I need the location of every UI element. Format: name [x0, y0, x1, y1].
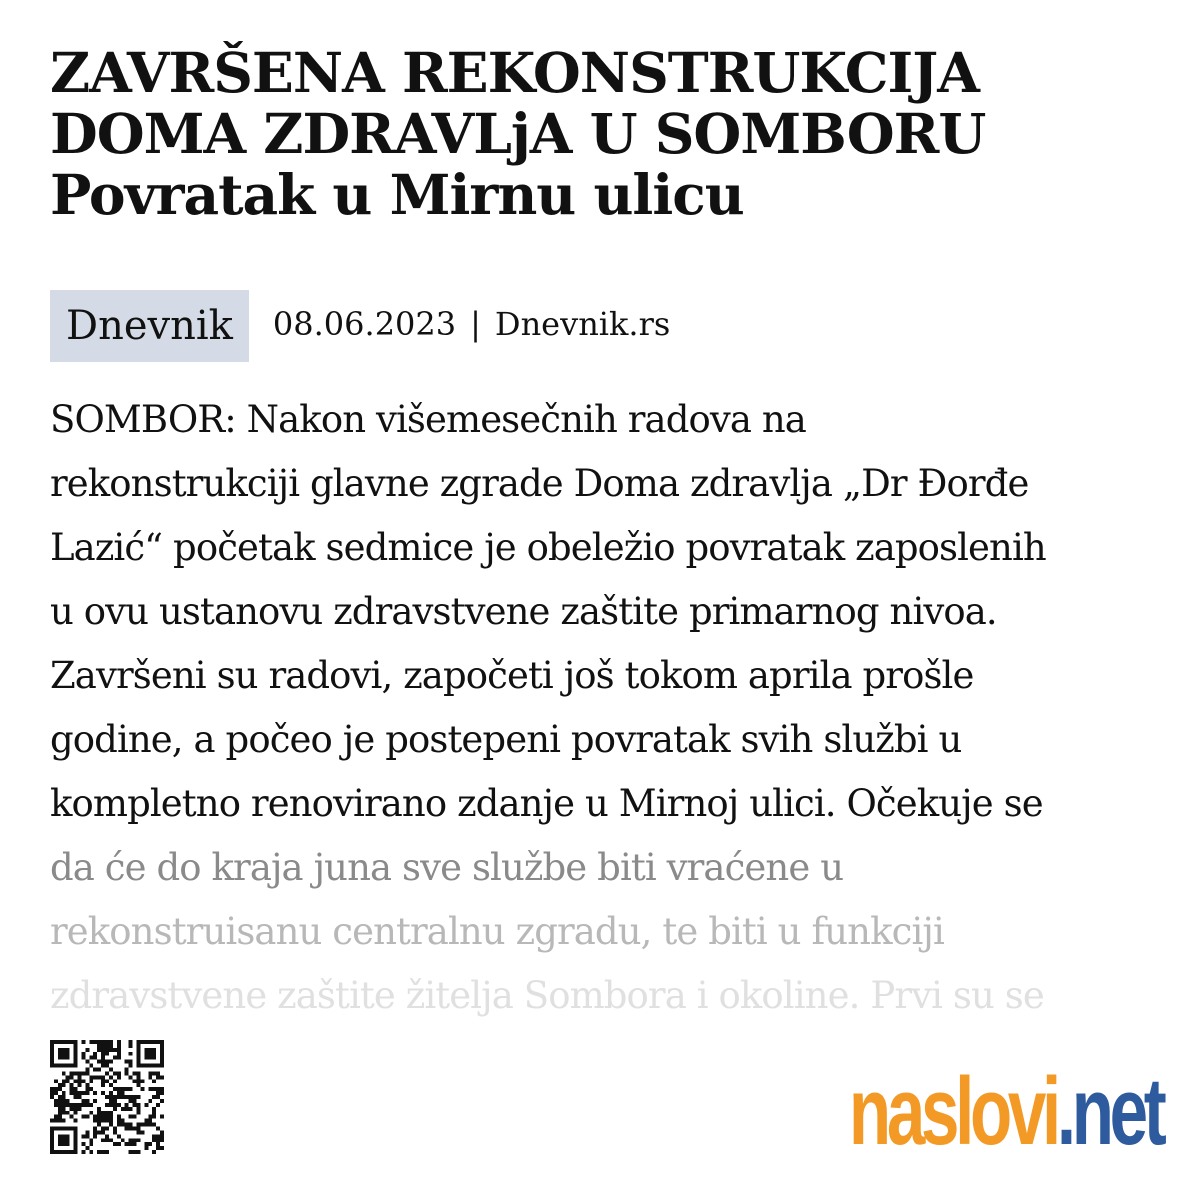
- body-line: rekonstruisanu centralnu zgradu, te biti u funkciji: [50, 910, 944, 953]
- body-line: u ovu ustanovu zdravstvene zaštite primarnog nivoa.: [50, 590, 997, 633]
- body-line: rekonstrukciji glavne zgrade Doma zdravlja „Dr Đorđe: [50, 462, 1029, 505]
- article-headline: [50, 42, 1160, 225]
- logo-text-part1: naslovi: [848, 1058, 1057, 1165]
- meta-line: [273, 304, 670, 344]
- article-body: [50, 388, 1160, 1028]
- publish-date: 08.06.2023: [272, 305, 457, 343]
- body-line: da će do kraja juna sve službe biti vraćene u: [50, 846, 844, 889]
- headline-line: Povratak u Mirnu ulicu: [50, 162, 744, 227]
- body-line: kompletno renovirano zdanje u Mirnoj ulici. Očekuje se: [50, 782, 1043, 825]
- article-meta: [50, 290, 670, 362]
- headline-line: ZAVRŠENA REKONSTRUKCIJA: [50, 40, 979, 105]
- logo-text-part2: .net: [1056, 1058, 1162, 1165]
- source-badge[interactable]: Dnevnik: [50, 290, 249, 362]
- qr-code-icon[interactable]: [50, 1040, 164, 1154]
- headline-line: DOMA ZDRAVLjA U SOMBORU: [50, 101, 986, 166]
- meta-separator: |: [470, 305, 481, 343]
- body-line: SOMBOR: Nakon višemesečnih radova na: [50, 398, 806, 441]
- naslovi-logo[interactable]: [848, 1058, 1162, 1165]
- body-line: zdravstvene zaštite žitelja Sombora i okoline. Prvi su se: [50, 974, 1044, 1017]
- body-line: godine, a počeo je postepeni povratak svih službi u: [50, 718, 962, 761]
- body-line: Završeni su radovi, započeti još tokom aprila prošle: [50, 654, 974, 697]
- source-site[interactable]: Dnevnik.rs: [494, 305, 671, 343]
- body-line: Lazić“ početak sedmice je obeležio povratak zaposlenih: [50, 526, 1046, 569]
